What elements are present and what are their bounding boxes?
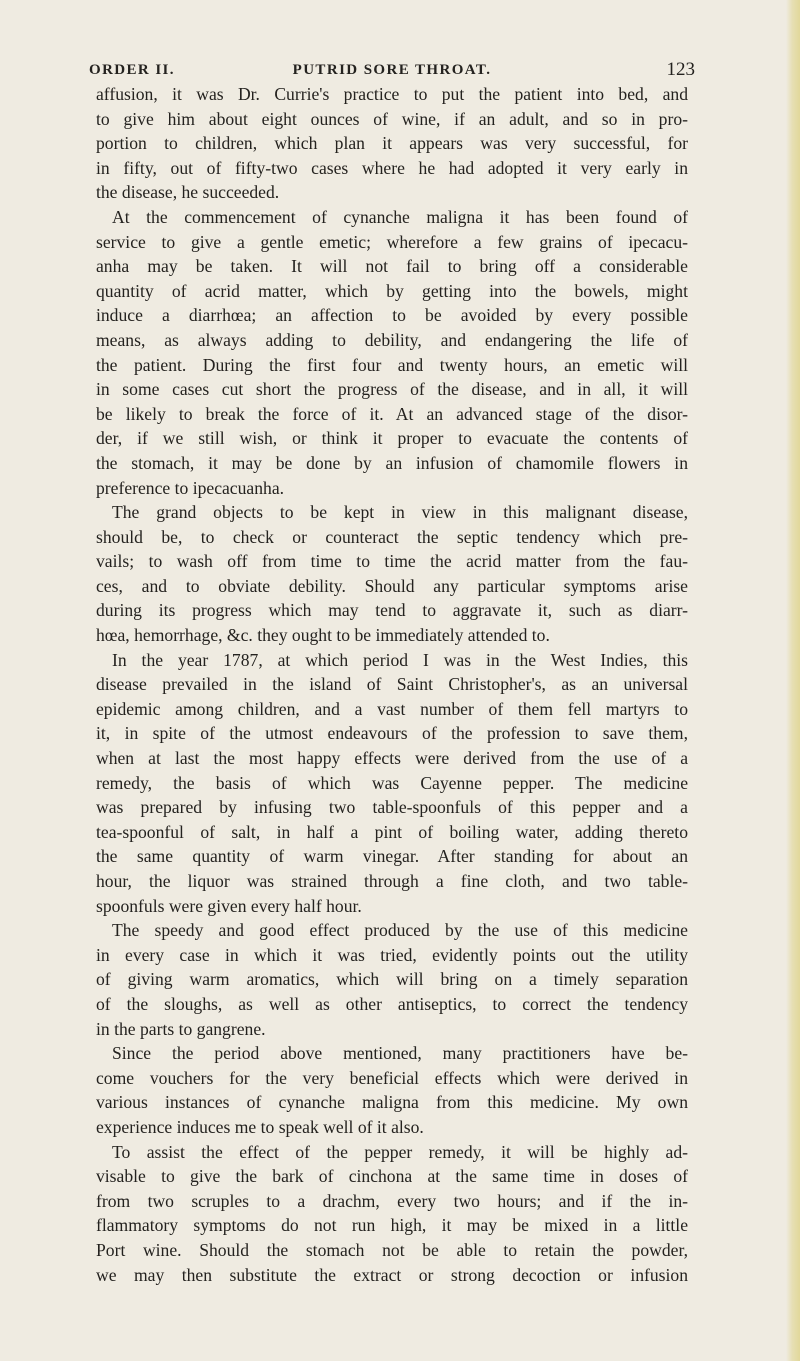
text-line: epidemic among children, and a vast number of them fell martyrs to <box>96 698 688 719</box>
text-line: to give him about eight ounces of wine, if an adult, and so in pro- <box>96 108 688 129</box>
text-line: At the commencement of cynanche maligna it has been found of <box>112 206 688 227</box>
text-line: In the year 1787, at which period I was in the West Indies, this <box>112 649 688 670</box>
text-line: various instances of cynanche maligna from this medicine. My own <box>96 1092 688 1113</box>
text-line: should be, to check or counteract the septic tendency which pre- <box>96 526 688 547</box>
header-order: ORDER II. <box>89 62 175 78</box>
text-line: disease prevailed in the island of Saint Christopher's, as an universal <box>96 674 688 695</box>
text-line: in the parts to gangrene. <box>96 1018 266 1039</box>
text-line: the patient. During the first four and twenty hours, an emetic will <box>96 354 688 375</box>
text-line: der, if we still wish, or think it proper to evacuate the contents of <box>96 428 688 449</box>
text-line: Port wine. Should the stomach not be able to retain the powder, <box>96 1239 688 1260</box>
text-line: remedy, the basis of which was Cayenne pepper. The medicine <box>96 772 688 793</box>
text-line: induce a diarrhœa; an affection to be avoided by every possible <box>96 305 688 326</box>
text-line: the disease, he succeeded. <box>96 182 280 203</box>
text-line: Since the period above mentioned, many practitioners have be- <box>112 1043 688 1064</box>
text-line: the stomach, it may be done by an infusion of chamomile flowers in <box>96 452 688 473</box>
text-line: spoonfuls were given every half hour. <box>96 895 362 916</box>
text-line: of the sloughs, as well as other antiseptics, to correct the tendency <box>96 993 688 1014</box>
text-line: in fifty, out of fifty-two cases where he had adopted it very early in <box>96 157 688 178</box>
text-line: come vouchers for the very beneficial effects which were derived in <box>96 1067 688 1088</box>
text-line: anha may be taken. It will not fail to bring off a considerable <box>96 256 688 277</box>
text-line: was prepared by infusing two table-spoonfuls of this pepper and a <box>96 797 688 818</box>
text-line: during its progress which may tend to aggravate it, such as diarr- <box>96 600 688 621</box>
text-line: ces, and to obviate debility. Should any particular symptoms arise <box>96 575 688 596</box>
text-line: service to give a gentle emetic; wherefore a few grains of ipecacu- <box>96 231 688 252</box>
text-line: the same quantity of warm vinegar. After standing for about an <box>96 846 688 867</box>
text-line: vails; to wash off from time to time the acrid matter from the fau- <box>96 551 688 572</box>
text-line: of giving warm aromatics, which will bring on a timely separation <box>96 969 688 990</box>
running-header <box>89 59 695 84</box>
page-edge <box>786 0 800 1361</box>
text-line: from two scruples to a drachm, every two hours; and if the in- <box>96 1190 688 1211</box>
text-line: portion to children, which plan it appears was very successful, for <box>96 133 688 154</box>
text-line: in some cases cut short the progress of the disease, and in all, it will <box>96 379 688 400</box>
text-line: hœa, hemorrhage, &c. they ought to be immediately attended to. <box>96 625 550 646</box>
text-line: quantity of acrid matter, which by getting into the bowels, might <box>96 280 688 301</box>
text-line: it, in spite of the utmost endeavours of the profession to save them, <box>96 723 688 744</box>
text-line: in every case in which it was tried, evidently points out the utility <box>96 944 688 965</box>
text-line: affusion, it was Dr. Currie's practice to put the patient into bed, and <box>96 84 688 104</box>
text-line: experience induces me to speak well of it also. <box>96 1116 424 1137</box>
body-text <box>96 82 688 1287</box>
text-line: tea-spoonful of salt, in half a pint of boiling water, adding thereto <box>96 821 688 842</box>
text-line: be likely to break the force of it. At an advanced stage of the disor- <box>96 403 688 424</box>
text-line: To assist the effect of the pepper remedy, it will be highly ad- <box>112 1141 688 1162</box>
header-title: PUTRID SORE THROAT. <box>292 62 492 78</box>
page-number: 123 <box>666 59 695 80</box>
text-line: The speedy and good effect produced by the use of this medicine <box>112 920 688 941</box>
text-line: visable to give the bark of cinchona at the same time in doses of <box>96 1166 688 1187</box>
text-line: we may then substitute the extract or strong decoction or infusion <box>96 1264 688 1285</box>
text-line: means, as always adding to debility, and endangering the life of <box>96 329 688 350</box>
text-line: hour, the liquor was strained through a fine cloth, and two table- <box>96 871 688 891</box>
text-line: preference to ipecacuanha. <box>96 477 285 498</box>
text-line: when at last the most happy effects were derived from the use of a <box>96 748 688 769</box>
text-line: flammatory symptoms do not run high, it may be mixed in a little <box>96 1215 688 1236</box>
text-line: The grand objects to be kept in view in this malignant disease, <box>112 502 688 523</box>
